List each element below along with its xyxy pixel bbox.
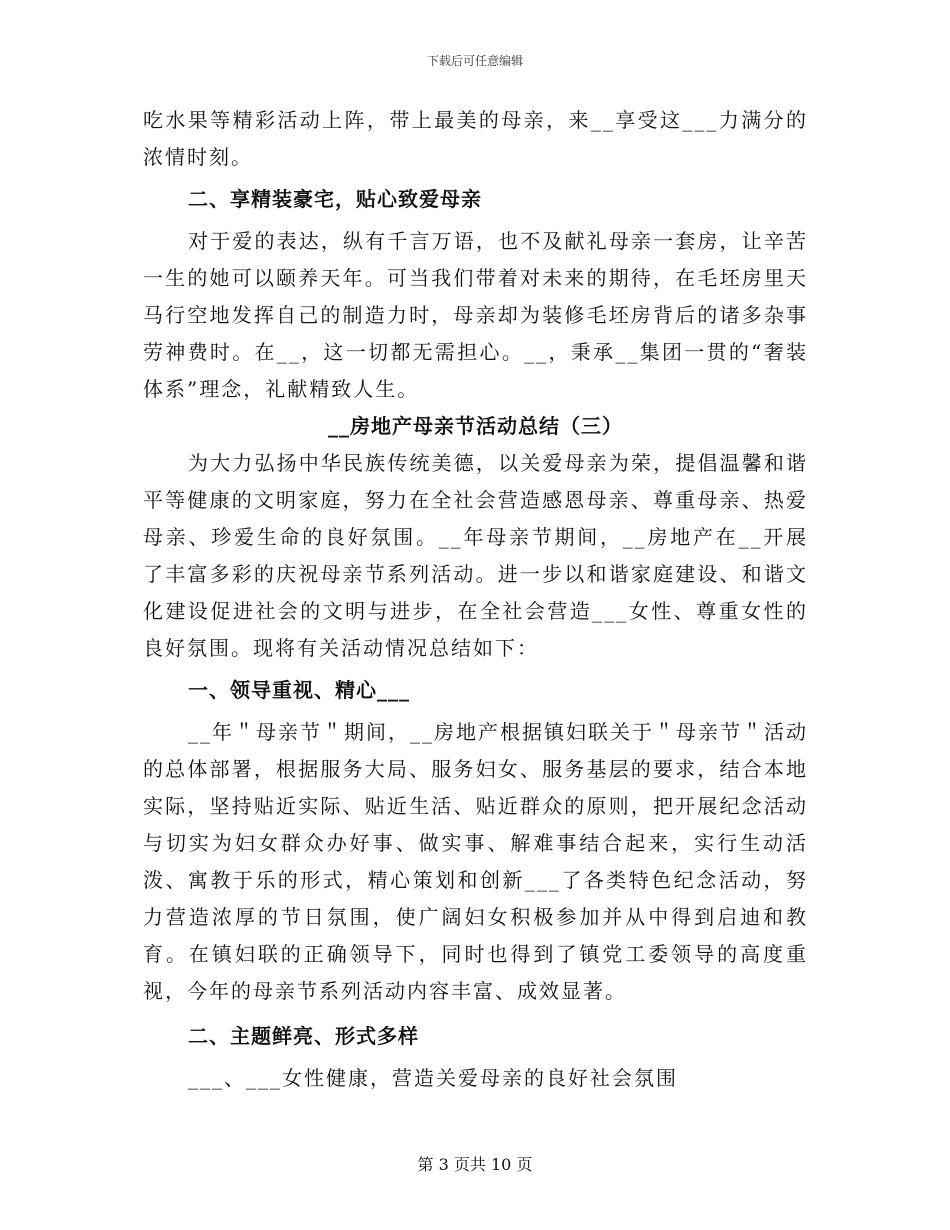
section-heading-1: 一、领导重视、精心___ [188,678,410,702]
document-body [143,102,808,1097]
section-heading-2: 二、享精装豪宅，贴心致爱母亲 [188,187,482,211]
paragraph: 为大力弘扬中华民族传统美德，以关爱母亲为荣，提倡温馨和谐平等健康的文明家庭，努力在全社会营造感恩母亲、尊重母亲、热爱母亲、珍爱生命的良好氛围。__年母亲节期间，__房地产在__开展了丰富多彩的庆祝母亲节系列活动。进一步以和谐家庭建设、和谐文化建设促进社会的文明与进步，在全社会营造___女性、尊重女性的良好氛围。现将有关活动情况总结如下： [143,451,808,660]
paragraph: 对于爱的表达，纵有千言万语，也不及献礼母亲一套房，让辛苦一生的她可以颐养天年。可当我们带着对未来的期待，在毛坯房里天马行空地发挥自己的制造力时，母亲却为装修毛坯房背后的诸多杂事劳神费时。在__，这一切都无需担心。__，秉承__集团一贯的“奢装体系”理念，礼献精致人生。 [143,229,808,401]
paragraph: __年＂母亲节＂期间，__房地产根据镇妇联关于＂母亲节＂活动的总体部署，根据服务大局、服务妇女、服务基层的要求，结合本地实际，坚持贴近实际、贴近生活、贴近群众的原则，把开展纪念活动与切实为妇女群众办好事、做实事、解难事结合起来，实行生动活泼、寓教于乐的形式，精心策划和创新___了各类特色纪念活动，努力营造浓厚的节日氛围，使广阔妇女积极参加并从中得到启迪和教育。在镇妇联的正确领导下，同时也得到了镇党工委领导的高度重视，今年的母亲节系列活动内容丰富、成效显著。 [143,720,808,1003]
paragraph-continued: 吃水果等精彩活动上阵，带上最美的母亲，来__享受这___力满分的浓情时刻。 [143,108,808,169]
page-header: 下载后可任意编辑 [426,54,523,68]
page-footer: 第 3 页共 10 页 [417,1155,533,1174]
section-heading-2b: 二、主题鲜亮、形式多样 [188,1024,419,1048]
paragraph: ___、___女性健康，营造关爱母亲的良好社会氛围 [188,1066,678,1090]
document-title: __房地产母亲节活动总结（三） [328,414,623,438]
